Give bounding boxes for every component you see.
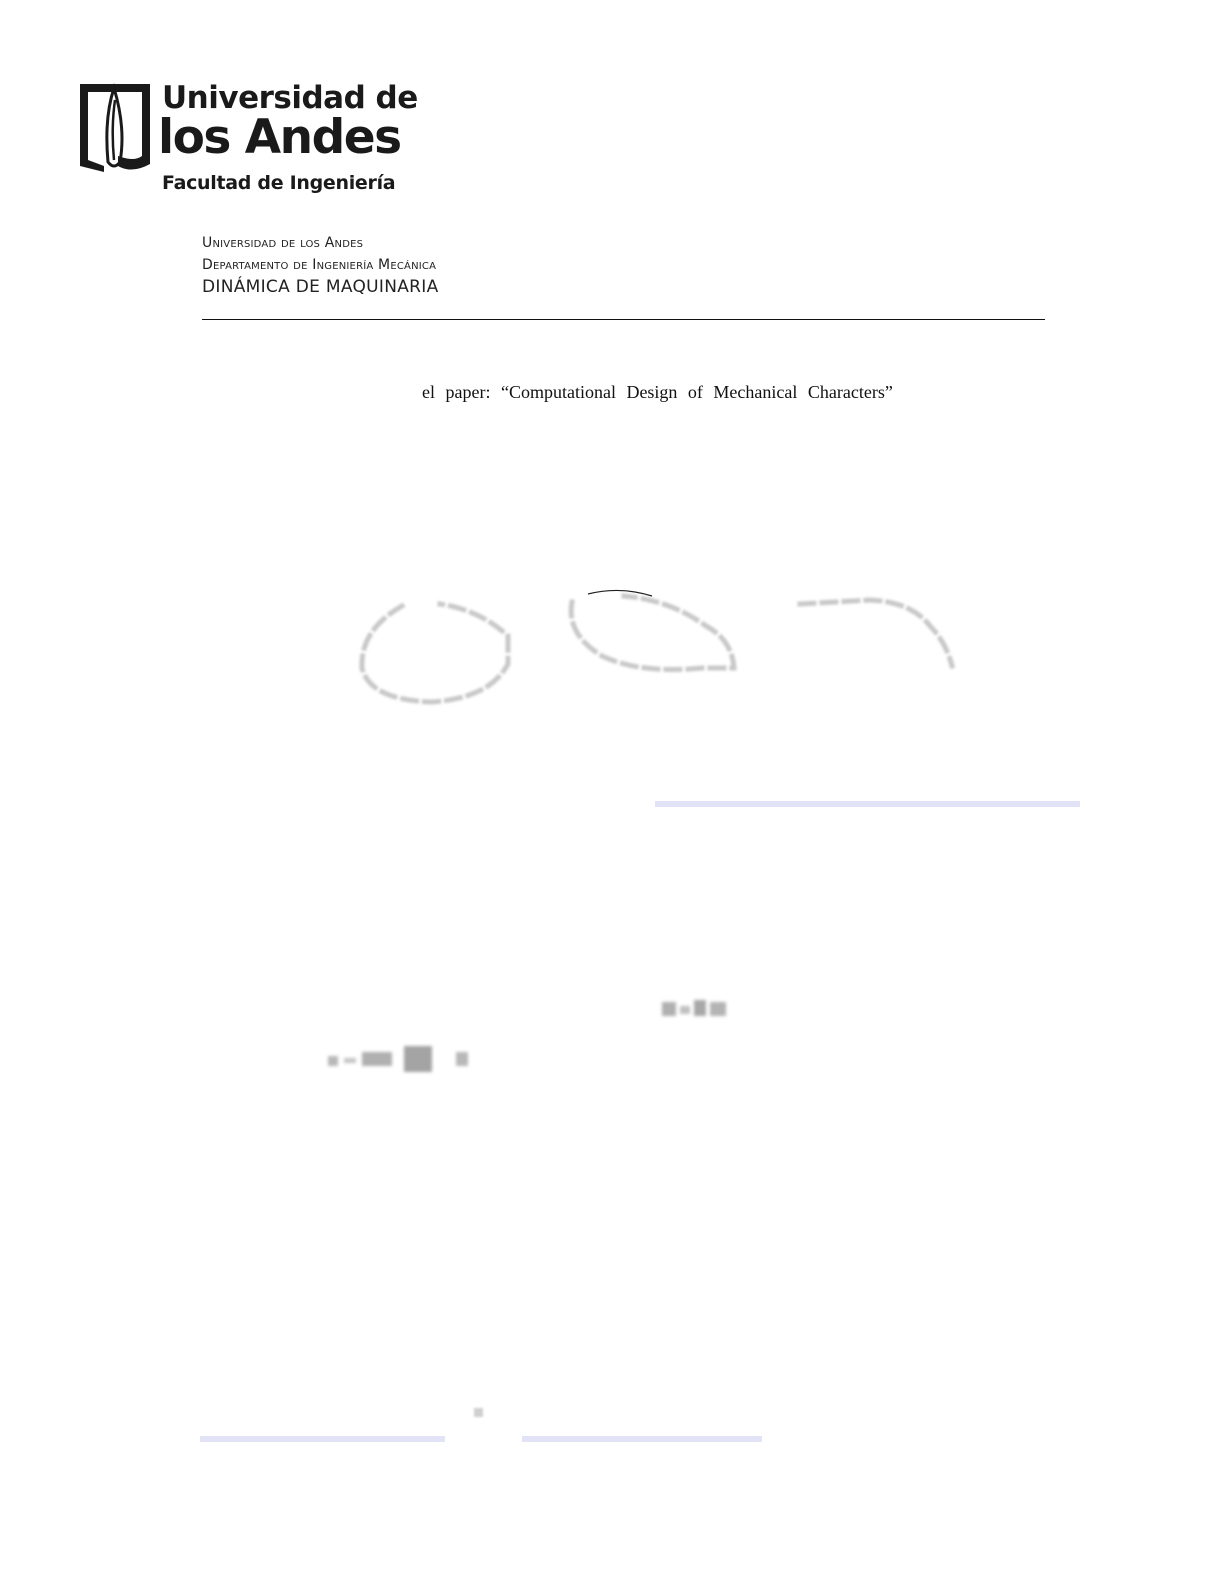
paper-title-line: el paper: “Computational Design of Mechanical Characters”	[422, 382, 893, 402]
highlight-bar	[200, 1436, 445, 1442]
logo-line-universidad: Universidad de	[162, 80, 418, 116]
blurred-formula	[326, 1044, 476, 1079]
logo-line-facultad: Facultad de Ingeniería	[162, 172, 396, 194]
header-course: DINÁMICA DE MAQUINARIA	[202, 277, 439, 297]
logo-line-los-andes: los Andes	[158, 110, 401, 165]
university-logo	[74, 74, 418, 204]
thin-arc	[588, 590, 652, 596]
highlight-bar	[655, 801, 1080, 807]
closed-curve-2	[571, 596, 734, 670]
blurred-formula	[660, 996, 730, 1025]
highlight-bar	[522, 1436, 762, 1442]
curves-figure	[340, 580, 980, 720]
header-divider	[202, 319, 1045, 320]
header-university: Universidad de los Andes	[202, 235, 364, 251]
logo-emblem-icon	[74, 78, 154, 174]
closed-curve-1	[362, 604, 508, 702]
open-curve-3	[800, 600, 952, 666]
faint-mark	[474, 1408, 483, 1417]
header-department: Departamento de Ingeniería Mecánica	[202, 257, 437, 273]
